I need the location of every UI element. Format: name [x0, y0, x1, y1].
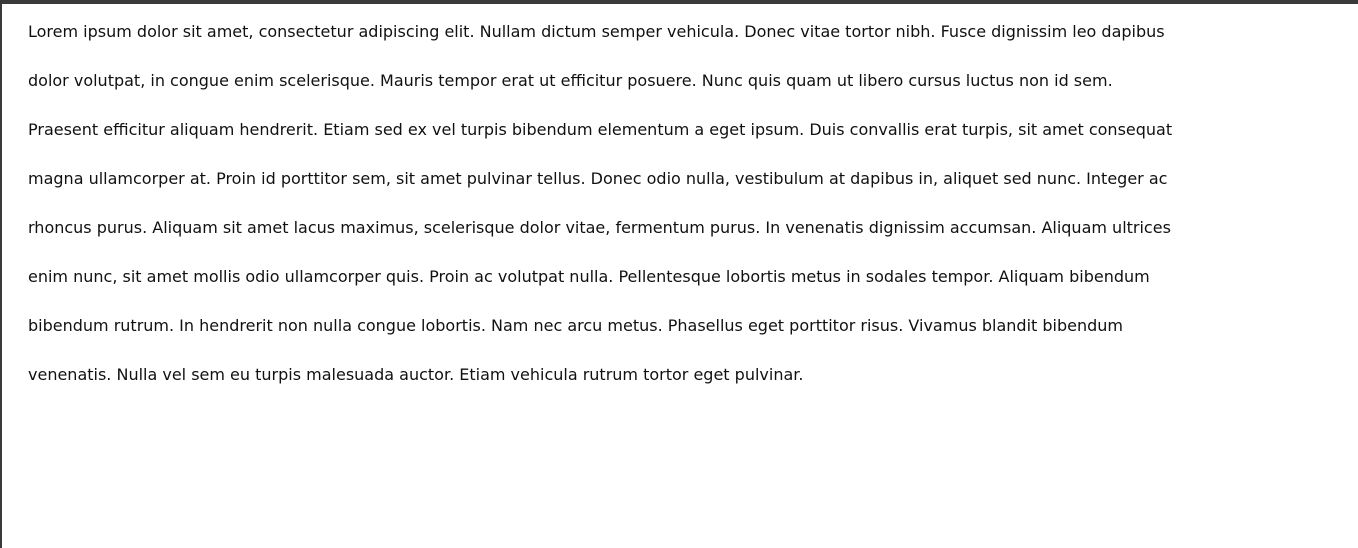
paragraph-line-3: Praesent efficitur aliquam hendrerit. Etiam sed ex vel turpis bibendum elementum a eget ipsum. Duis convallis erat turpis, sit amet consequat	[28, 120, 1173, 139]
paragraph-line-2: dolor volutpat, in congue enim scelerisque. Mauris tempor erat ut efficitur posuere. Nunc quis quam ut libero cursus luctus non id sem.	[28, 71, 1113, 90]
paragraph-line-6: enim nunc, sit amet mollis odio ullamcorper quis. Proin ac volutpat nulla. Pellentesque lobortis metus in sodales tempor. Aliquam bibendum	[28, 267, 1150, 286]
paragraph-line-7: bibendum rutrum. In hendrerit non nulla congue lobortis. Nam nec arcu metus. Phasellus eget porttitor risus. Vivamus blandit bibendum	[28, 316, 1124, 335]
paragraph-line-5: rhoncus purus. Aliquam sit amet lacus maximus, scelerisque dolor vitae, fermentum purus. In venenatis dignissim accumsan. Aliquam ultrices	[28, 218, 1171, 237]
paragraph-line-1: Lorem ipsum dolor sit amet, consectetur adipiscing elit. Nullam dictum semper vehicula. Donec vitae tortor nibh. Fusce dignissim leo dapibus	[28, 22, 1165, 41]
paragraph-line-8: venenatis. Nulla vel sem eu turpis malesuada auctor. Etiam vehicula rutrum tortor eget pulvinar.	[28, 365, 804, 384]
body-paragraph	[28, 7, 1344, 399]
paragraph-line-4: magna ullamcorper at. Proin id porttitor sem, sit amet pulvinar tellus. Donec odio nulla, vestibulum at dapibus in, aliquet sed nunc. Integer ac	[28, 169, 1168, 188]
